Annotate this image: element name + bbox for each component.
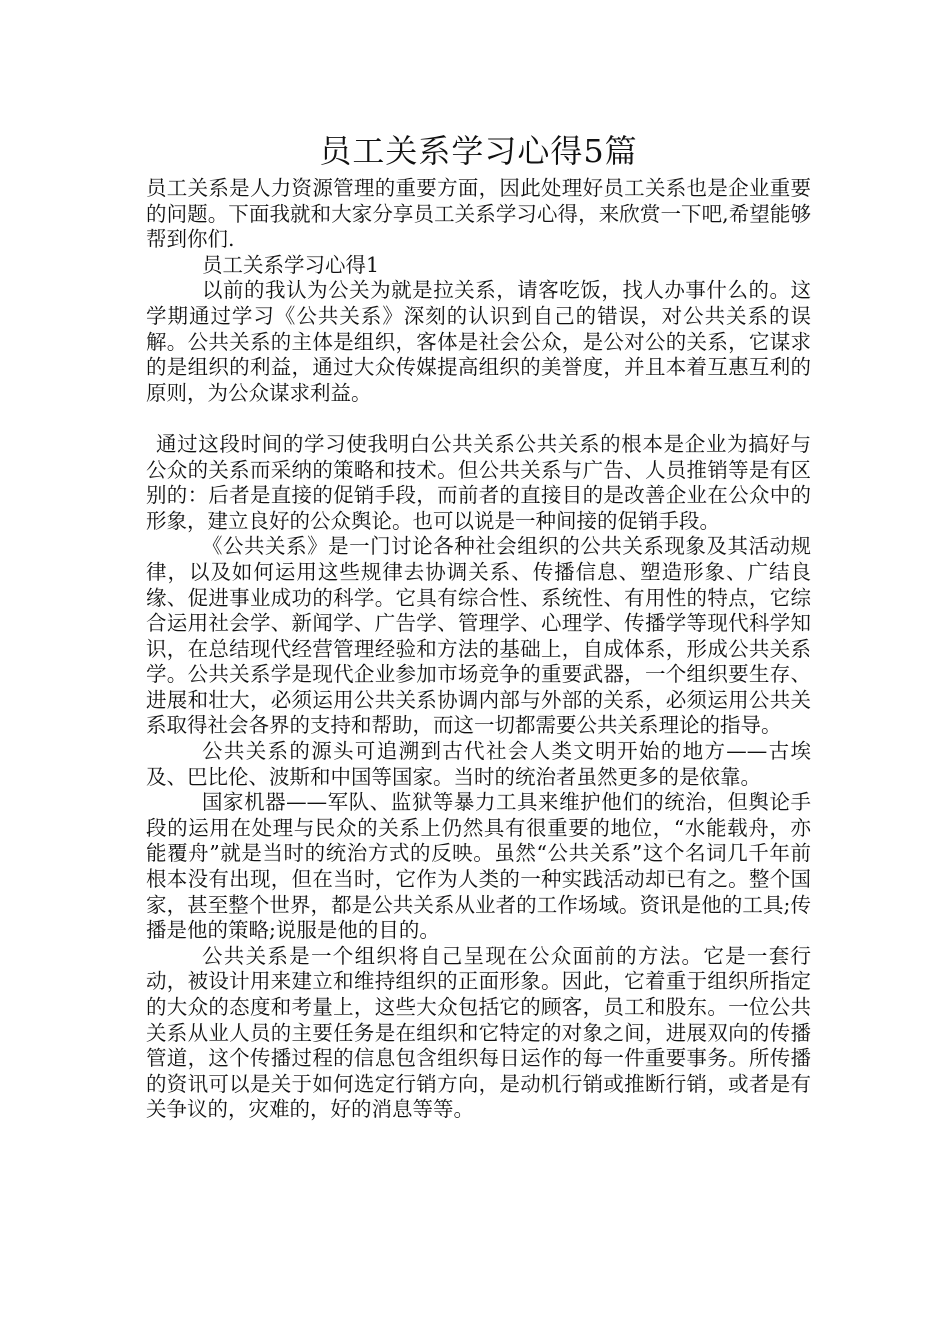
body-paragraph: 《公共关系》是一门讨论各种社会组织的公共关系现象及其活动规律，以及如何运用这些规律去协调关系、传播信息、塑造形象、广结良缘、促进事业成功的科学。它具有综合性、系统性、有用性的特点，它综合运用社会学、新闻学、广告学、管理学、心理学、传播学等现代科学知识，在总结现代经营管理经验和方法的基础上，自成体系，形成公共关系学。公共关系学是现代企业参加市场竞争的重要武器，一个组织要生存、进展和壮大，必须运用公共关系协调内部与外部的关系，必须运用公共关系取得社会各界的支持和帮助，而这一切都需要公共关系理论的指导。 [146, 534, 811, 738]
section-heading: 员工关系学习心得1 [202, 252, 380, 277]
body-paragraph: 公共关系的源头可追溯到古代社会人类文明开始的地方——古埃及、巴比伦、波斯和中国等国家。当时的统治者虽然更多的是依靠。 [146, 739, 811, 789]
body-paragraph: 以前的我认为公关为就是拉关系，请客吃饭，找人办事什么的。这学期通过学习《公共关系》深刻的认识到自己的错误，对公共关系的误解。公共关系的主体是组织，客体是社会公众，是公对公的关系，它谋求的是组织的利益，通过大众传媒提高组织的美誉度，并且本着互惠互利的原则，为公众谋求利益。 [146, 278, 811, 405]
body-paragraph: 公共关系是一个组织将自己呈现在公众面前的方法。它是一套行动，被设计用来建立和维持组织的正面形象。因此，它着重于组织所指定的大众的态度和考量上，这些大众包括它的顾客，员工和股东。一位公共关系从业人员的主要任务是在组织和它特定的对象之间，进展双向的传播管道，这个传播过程的信息包含组织每日运作的每一件重要事务。所传播的资讯可以是关于如何选定行销方向，是动机行销或推断行销，或者是有关争议的，灾难的，好的消息等等。 [146, 943, 811, 1122]
intro-paragraph: 员工关系是人力资源管理的重要方面，因此处理好员工关系也是企业重要的问题。下面我就和大家分享员工关系学习心得，来欣赏一下吧,希望能够帮到你们. [146, 176, 811, 252]
document-title: 员工关系学习心得5篇 [319, 132, 638, 170]
document-page [146, 128, 811, 1123]
body-paragraph: 国家机器——军队、监狱等暴力工具来维护他们的统治，但舆论手段的运用在处理与民众的关系上仍然具有很重要的地位，“水能载舟，亦能覆舟”就是当时的统治方式的反映。虽然“公共关系”这个名词几千年前根本没有出现，但在当时，它作为人类的一种实践活动却已有之。整个国家，甚至整个世界，都是公共关系从业者的工作场域。资讯是他的工具;传播是他的策略;说服是他的目的。 [146, 790, 811, 943]
paragraph-spacer [146, 406, 811, 432]
body-paragraph: 通过这段时间的学习使我明白公共关系公共关系的根本是企业为搞好与公众的关系而采纳的策略和技术。但公共关系与广告、人员推销等是有区别的：后者是直接的促销手段，而前者的直接目的是改善企业在公众中的形象，建立良好的公众舆论。也可以说是一种间接的促销手段。 [146, 431, 811, 533]
